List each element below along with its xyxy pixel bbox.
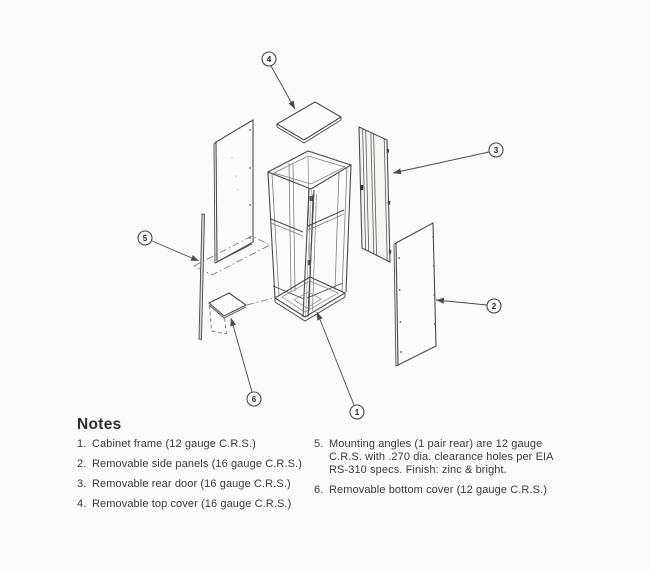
note-number: 5. bbox=[314, 438, 324, 450]
note-line: C.R.S. with .270 dia. clearance holes per EIA bbox=[329, 451, 554, 464]
bottom-cover bbox=[209, 293, 277, 334]
right-side-panel bbox=[394, 223, 436, 366]
left-side-panel bbox=[214, 120, 253, 263]
note-line: RS-310 specs. Finish: zinc & bright. bbox=[329, 464, 507, 477]
leader-line-2 bbox=[436, 300, 487, 305]
frame-top-ring-inner bbox=[274, 156, 345, 184]
notes-right-column bbox=[314, 438, 614, 503]
bottom-cover-centerline bbox=[247, 297, 277, 305]
note-item-5 bbox=[314, 438, 614, 478]
balloon-6-label: 6 bbox=[251, 395, 257, 404]
note-item-1 bbox=[77, 438, 327, 451]
mounting-angle bbox=[199, 214, 205, 340]
top-cover-face bbox=[277, 102, 341, 140]
balloon-3-label: 3 bbox=[493, 146, 499, 155]
callout-2 bbox=[436, 299, 501, 313]
frame-left-post bbox=[268, 172, 279, 298]
note-text bbox=[329, 484, 547, 497]
note-item-3 bbox=[77, 478, 327, 491]
balloon-2-label: 2 bbox=[491, 302, 497, 311]
note-number: 4. bbox=[77, 498, 87, 510]
note-line: Removable bottom cover (12 gauge C.R.S.) bbox=[329, 483, 547, 496]
rear-door bbox=[359, 127, 391, 262]
mounting-angle-bar bbox=[199, 214, 205, 340]
top-cover bbox=[277, 102, 341, 143]
notes-heading: Notes bbox=[77, 416, 122, 433]
note-number: 6. bbox=[314, 483, 324, 496]
leader-line-1 bbox=[317, 312, 354, 405]
note-line: Mounting angles (1 pair rear) are 12 gauge bbox=[329, 438, 543, 450]
cabinet-frame bbox=[268, 151, 351, 321]
note-number: 1. bbox=[77, 438, 87, 450]
leader-line-6 bbox=[231, 318, 252, 392]
note-number: 2. bbox=[77, 458, 87, 470]
balloon-5-label: 5 bbox=[142, 234, 148, 243]
leader-line-4 bbox=[271, 66, 295, 109]
frame-right-post bbox=[342, 165, 351, 292]
leader-line-5 bbox=[152, 241, 199, 261]
bottom-cover-face bbox=[209, 293, 246, 316]
note-text: Removable side panels (16 gauge C.R.S.) bbox=[92, 458, 302, 470]
callout-1 bbox=[317, 312, 364, 419]
callout-6 bbox=[231, 318, 261, 406]
balloon-4-label: 4 bbox=[266, 55, 272, 64]
balloon-1-label: 1 bbox=[354, 408, 360, 417]
left-side-panel-face bbox=[216, 120, 253, 262]
notes-left-column bbox=[77, 438, 327, 518]
note-item-6 bbox=[314, 484, 614, 497]
frame-bottom-opening bbox=[294, 292, 321, 308]
callout-3 bbox=[393, 143, 503, 173]
note-item-4 bbox=[77, 498, 327, 511]
note-text: Cabinet frame (12 gauge C.R.S.) bbox=[92, 438, 256, 450]
right-side-panel-face bbox=[396, 223, 436, 365]
leader-line-3 bbox=[393, 152, 489, 173]
note-item-2 bbox=[77, 458, 327, 471]
note-number: 3. bbox=[77, 478, 87, 490]
rear-door-latch bbox=[360, 185, 363, 190]
note-text: Removable rear door (16 gauge C.R.S.) bbox=[92, 478, 291, 490]
callout-5 bbox=[138, 231, 199, 261]
note-text bbox=[329, 438, 554, 478]
note-text: Removable top cover (16 gauge C.R.S.) bbox=[92, 498, 292, 510]
callout-4 bbox=[262, 52, 295, 109]
